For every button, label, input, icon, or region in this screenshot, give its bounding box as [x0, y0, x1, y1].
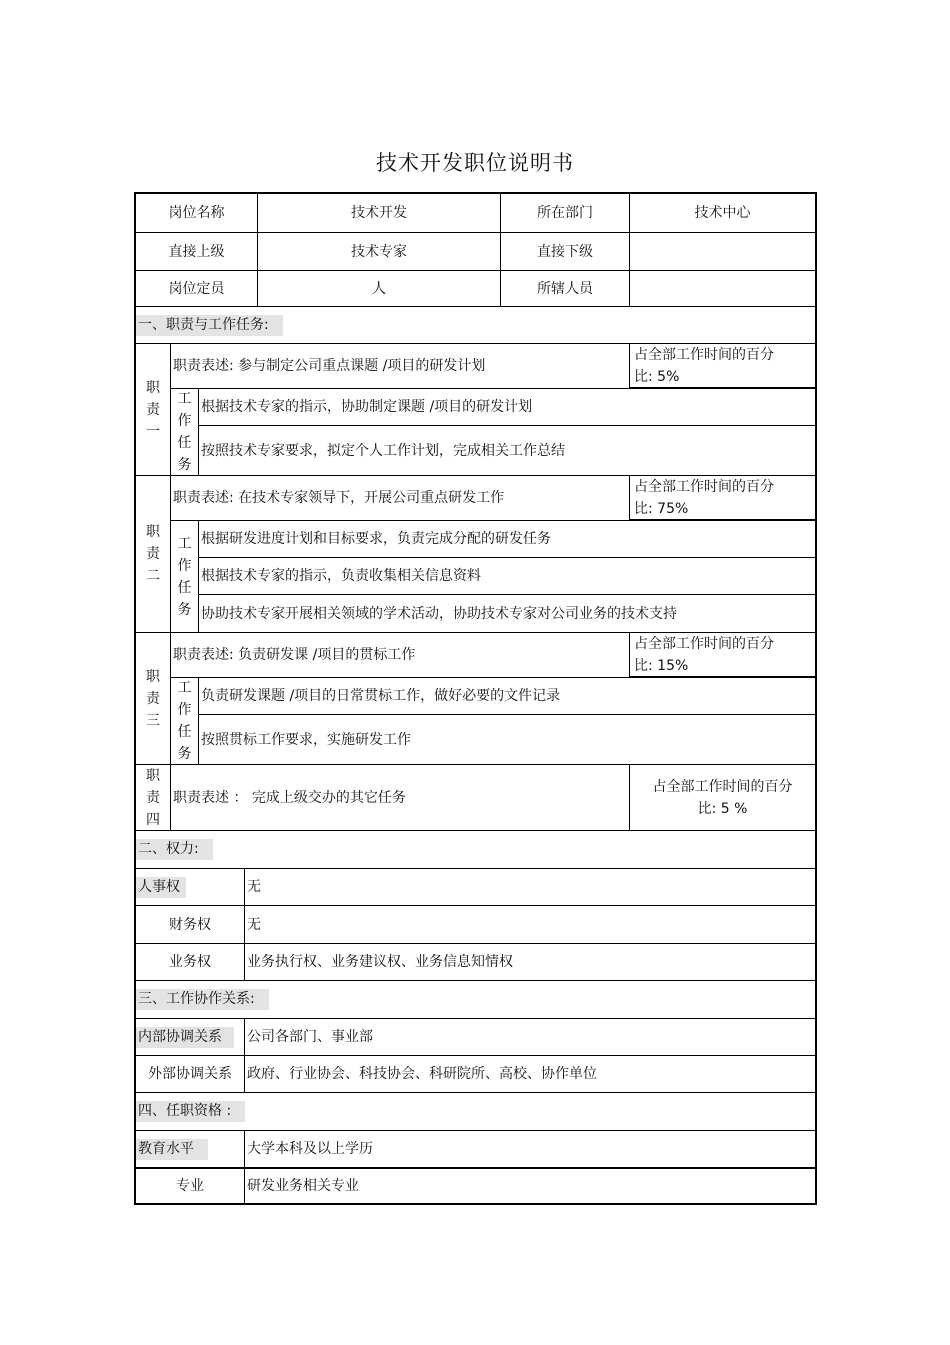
qual-2-label: 专业 — [136, 1167, 244, 1203]
duty-3-task-label: 工作任务 — [170, 677, 198, 764]
section-relations-title: 三、工作协作关系: — [136, 989, 269, 1010]
duty-4-pct-line1: 占全部工作时间的百分 — [652, 778, 793, 795]
duty-2-percentage — [629, 475, 815, 520]
page-title: 技术开发职位说明书 — [376, 151, 574, 175]
section-relations-header — [136, 980, 815, 1018]
value-staff — [629, 270, 815, 306]
section-qualifications-header — [136, 1092, 815, 1130]
power-3-label: 业务权 — [136, 943, 244, 980]
power-1-value: 无 — [244, 868, 815, 905]
qual-1-value: 大学本科及以上学历 — [244, 1130, 815, 1167]
duty-3-label: 职责三 — [136, 632, 170, 764]
label-direct-subordinate: 直接下级 — [500, 232, 629, 270]
duty-2-pct-line2: 比: 75% — [634, 501, 689, 517]
value-direct-superior: 技术专家 — [257, 232, 500, 270]
power-1-label: 人事权 — [136, 868, 244, 905]
label-headcount: 岗位定员 — [136, 270, 257, 306]
section-powers-title: 二、权力: — [136, 839, 213, 860]
duty-3-task-2: 按照贯标工作要求，实施研发工作 — [198, 714, 815, 764]
duty-4-percentage — [629, 764, 815, 830]
duty-2-pct-line1: 占全部工作时间的百分 — [634, 479, 774, 495]
duty-4-description: 职责表述 ： 完成上级交办的其它任务 — [170, 764, 629, 830]
label-staff: 所辖人员 — [500, 270, 629, 306]
value-department: 技术中心 — [629, 194, 815, 232]
power-2-label: 财务权 — [136, 905, 244, 943]
duty-3-description: 职责表述: 负责研发课 /项目的贯标工作 — [170, 632, 629, 677]
duty-4-pct-line2: 比: 5 % — [697, 800, 748, 817]
value-headcount: 人 — [257, 270, 500, 306]
relation-1-value: 公司各部门、事业部 — [244, 1018, 815, 1055]
job-description-table — [134, 192, 817, 1205]
label-direct-superior: 直接上级 — [136, 232, 257, 270]
duty-2-task-2: 根据技术专家的指示，负责收集相关信息资料 — [198, 557, 815, 594]
duty-1-description: 职责表述: 参与制定公司重点课题 /项目的研发计划 — [170, 343, 629, 388]
label-department: 所在部门 — [500, 194, 629, 232]
power-3-value: 业务执行权、业务建议权、业务信息知情权 — [244, 943, 815, 980]
value-position-name: 技术开发 — [257, 194, 500, 232]
duty-2-description: 职责表述: 在技术专家领导下，开展公司重点研发工作 — [170, 475, 629, 520]
duty-3-percentage — [629, 632, 815, 677]
relation-2-value: 政府、行业协会、科技协会、科研院所、高校、协作单位 — [244, 1055, 815, 1092]
duty-1-pct-line2: 比: 5% — [634, 369, 680, 385]
power-2-value: 无 — [244, 905, 815, 943]
relation-1-label: 内部协调关系 — [136, 1018, 244, 1055]
value-direct-subordinate — [629, 232, 815, 270]
section-duties-header — [136, 306, 815, 343]
duty-2-task-1: 根据研发进度计划和目标要求，负责完成分配的研发任务 — [198, 520, 815, 557]
relation-2-label: 外部协调关系 — [136, 1055, 244, 1092]
section-qualifications-title: 四、任职资格 : — [136, 1101, 245, 1122]
qual-1-label: 教育水平 — [136, 1130, 244, 1167]
duty-2-task-3: 协助技术专家开展相关领域的学术活动，协助技术专家对公司业务的技术支持 — [198, 594, 815, 632]
duty-1-label: 职责一 — [136, 343, 170, 475]
duty-1-percentage — [629, 343, 815, 388]
qual-2-value: 研发业务相关专业 — [244, 1167, 815, 1203]
duty-2-task-label: 工作任务 — [170, 520, 198, 632]
duty-1-task-label: 工作任务 — [170, 388, 198, 475]
duty-4-label: 职责四 — [136, 764, 170, 830]
duty-3-pct-line2: 比: 15% — [634, 658, 689, 674]
section-duties-title: 一、职责与工作任务: — [136, 315, 283, 336]
duty-3-pct-line1: 占全部工作时间的百分 — [634, 636, 774, 652]
section-powers-header — [136, 830, 815, 868]
duty-1-task-2: 按照技术专家要求，拟定个人工作计划，完成相关工作总结 — [198, 425, 815, 475]
duty-1-pct-line1: 占全部工作时间的百分 — [634, 347, 774, 363]
label-position-name: 岗位名称 — [168, 205, 225, 221]
duty-1-task-1: 根据技术专家的指示，协助制定课题 /项目的研发计划 — [198, 388, 815, 425]
duty-2-label: 职责二 — [136, 475, 170, 632]
duty-3-task-1: 负责研发课题 /项目的日常贯标工作，做好必要的文件记录 — [198, 677, 815, 714]
